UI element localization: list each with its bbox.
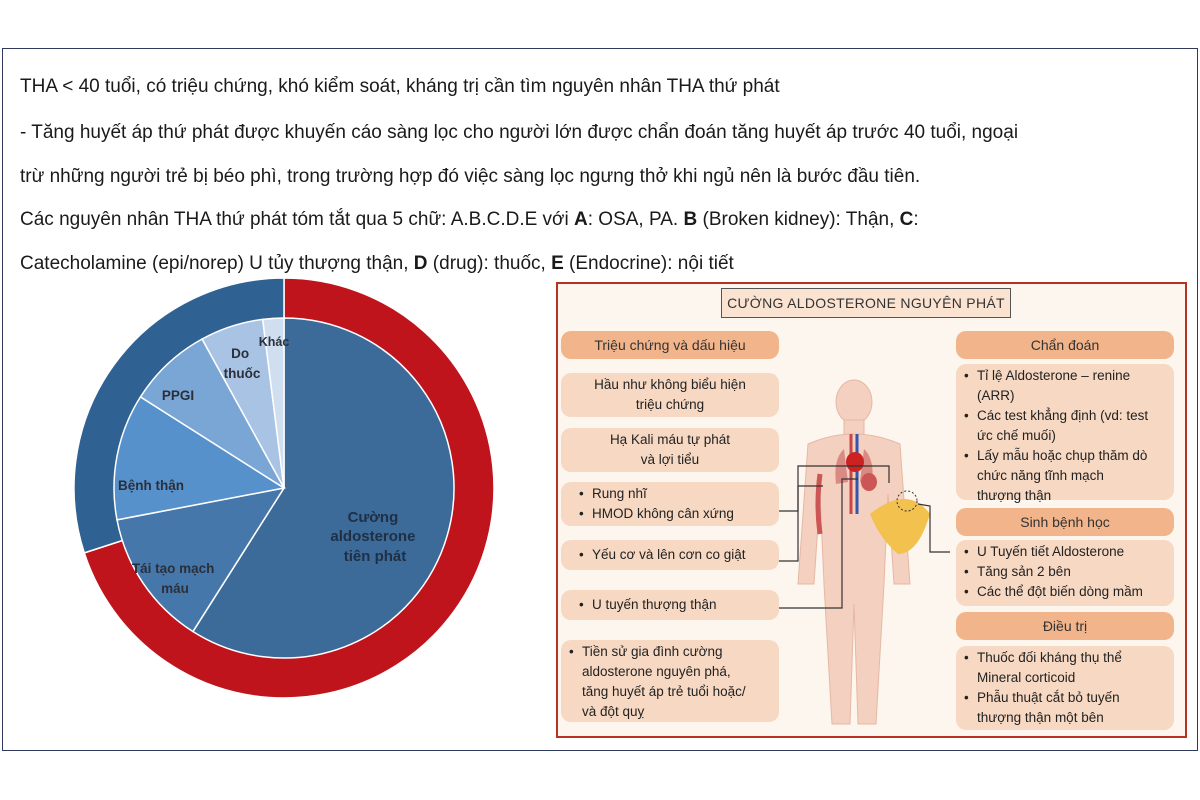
key-b: B: [683, 209, 698, 230]
symptom-af: • Rung nhĩ: [579, 484, 779, 504]
pathophysiology-header: Sinh bệnh học: [956, 508, 1174, 536]
patho-germline: • Các thể đột biến dòng mầm: [964, 582, 1174, 602]
symptom-1-line-2: triệu chứng: [635, 397, 705, 412]
header-line-2: - Tăng huyết áp thứ phát được khuyến cáo sàng lọc cho người lớn được chẩn đoán tăng huyết áp trước 40 tuổi, ngoại: [20, 122, 1019, 143]
treat-1-line-2: Mineral corticoid: [977, 670, 1076, 685]
symptom-family-history-text: [569, 642, 779, 722]
treatment-header: Điều trị: [956, 612, 1174, 640]
pie-label-renovascular: Tái tạo mạch máu: [131, 561, 215, 596]
family-line-3: tăng huyết áp trẻ tuổi hoặc/: [582, 684, 746, 699]
diagnosis-arr: [964, 366, 1174, 406]
family-line-2: aldosterone nguyên phá,: [582, 664, 731, 679]
line5-pre: Catecholamine (epi/norep) U tủy thượng thận,: [20, 253, 414, 274]
header-line-1: THA < 40 tuổi, có triệu chứng, khó kiểm soát, kháng trị cần tìm nguyên nhân THA thứ phát: [20, 76, 780, 97]
pie-label-other: Khác: [258, 335, 290, 349]
treatment-adrenalectomy: [964, 688, 1174, 728]
symptom-2-line-1: Hạ Kali máu tự phát: [609, 432, 731, 447]
header-line-5: [20, 253, 734, 275]
treat-1-line-1: • Thuốc đối kháng thụ thể: [977, 650, 1122, 665]
diagram-title: CƯỜNG ALDOSTERONE NGUYÊN PHÁT: [721, 288, 1011, 318]
treatment-list: [956, 646, 1174, 730]
key-a: A: [574, 209, 588, 230]
diag-3-line-3: thượng thận: [977, 488, 1052, 503]
primary-aldosteronism-diagram: [556, 282, 1187, 738]
diagnosis-list: [956, 364, 1174, 503]
key-d: D: [413, 253, 428, 274]
symptoms-header: Triệu chứng và dấu hiệu: [561, 331, 779, 359]
treatment-mra: [964, 648, 1174, 688]
line4-b-text: (Broken kidney): Thận,: [697, 209, 900, 230]
symptom-adrenal-tumor: [561, 590, 779, 620]
pie-label-drug: Do thuốc: [223, 346, 261, 381]
key-e: E: [551, 253, 564, 274]
symptom-no-symptoms: [561, 373, 779, 417]
diagnosis-avs: [964, 446, 1174, 506]
pathophysiology-list: [956, 540, 1174, 606]
diagnosis-header: Chẩn đoán: [956, 331, 1174, 359]
line5-e-text: (Endocrine): nội tiết: [563, 253, 734, 274]
header-line-3: trừ những người trẻ bị béo phì, trong trường hợp đó việc sàng lọc ngưng thở khi ngủ nên là bước đầu tiên.: [20, 166, 921, 187]
symptom-muscle-weakness: [561, 540, 779, 570]
diag-1-line-1: • Tỉ lệ Aldosterone – renine: [977, 368, 1131, 383]
line4-a-text: : OSA, PA.: [587, 209, 684, 230]
line4-pre: Các nguyên nhân THA thứ phát tóm tắt qua 5 chữ: A.B.C.D.E với: [20, 209, 575, 230]
symptom-family-history: [561, 640, 779, 722]
family-line-1: • Tiền sử gia đình cường: [582, 644, 723, 659]
line5-d-text: (drug): thuốc,: [427, 253, 552, 274]
diagnosis-confirm-tests: [964, 406, 1174, 446]
symptom-2-line-2: và lợi tiểu: [640, 452, 700, 467]
header-line-4: [20, 209, 919, 231]
line4-c-text: :: [913, 209, 919, 230]
diag-2-line-2: ức chế muối): [977, 428, 1056, 443]
symptom-adrenal-text: • U tuyến thượng thận: [579, 595, 779, 615]
pie-label-ppgl: PPGI: [161, 388, 195, 403]
pie-label-kidney-disease: Bệnh thận: [118, 478, 184, 493]
key-c: C: [899, 209, 914, 230]
patho-hyperplasia: • Tăng sản 2 bên: [964, 562, 1174, 582]
symptom-hmod: • HMOD không cân xứng: [579, 504, 779, 524]
human-body-figure: [798, 380, 910, 724]
diag-1-line-2: (ARR): [977, 388, 1015, 403]
symptom-muscle-text: • Yếu cơ và lên cơn co giật: [579, 545, 779, 565]
pie-label-primary-aldosteronism: Cường aldosterone tiên phát: [330, 509, 416, 565]
diag-3-line-1: • Lấy mẫu hoặc chụp thăm dò: [977, 448, 1148, 463]
diag-3-line-2: chức năng tĩnh mạch: [977, 468, 1104, 483]
family-line-4: và đột quỵ: [582, 704, 645, 719]
patho-adenoma: • U Tuyến tiết Aldosterone: [964, 542, 1174, 562]
treat-2-line-2: thượng thận một bên: [977, 710, 1104, 725]
symptom-1-line-1: Hầu như không biểu hiện: [594, 377, 746, 392]
symptom-af-hmod: [561, 482, 779, 526]
symptom-hypokalemia: [561, 428, 779, 472]
diag-2-line-1: • Các test khẳng định (vd: test: [977, 408, 1149, 423]
treat-2-line-1: • Phẫu thuật cắt bỏ tuyến: [977, 690, 1120, 705]
